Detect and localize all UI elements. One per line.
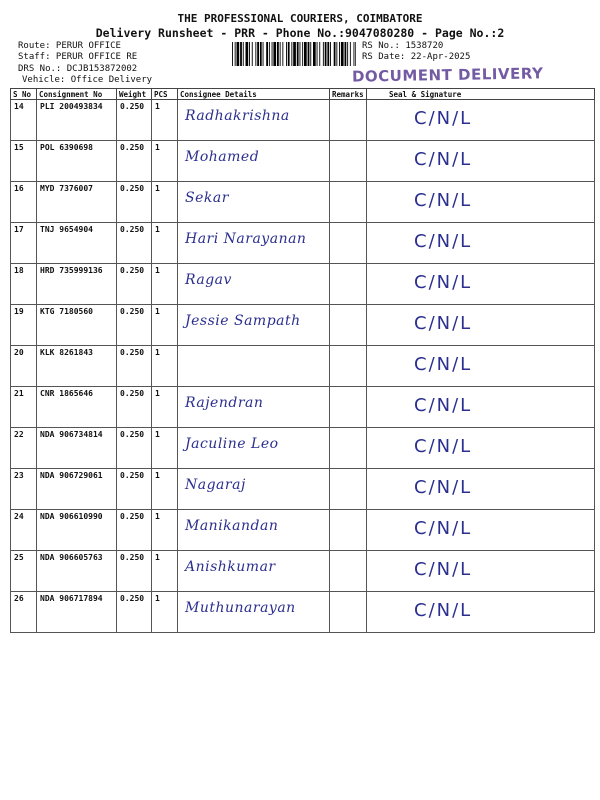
cell-remarks [330, 264, 367, 305]
cell-consignee [178, 428, 330, 469]
cell-remarks [330, 141, 367, 182]
cell-sno: 17 [11, 223, 37, 264]
cell-pcs: 1 [152, 305, 178, 346]
cell-sno: 20 [11, 346, 37, 387]
handwritten-consignee: Manikandan [185, 518, 279, 534]
col-header-remarks: Remarks [330, 89, 367, 100]
col-header-signature: Seal & Signature [367, 89, 595, 100]
cell-weight: 0.250 [117, 182, 152, 223]
handwritten-consignee: Sekar [185, 190, 229, 206]
company-title: THE PROFESSIONAL COURIERS, COIMBATORE [177, 12, 423, 25]
rs-date: RS Date: 22-Apr-2025 [362, 52, 471, 62]
handwritten-consignee: Jaculine Leo [185, 436, 279, 452]
handwritten-consignee: Mohamed [185, 149, 260, 165]
cell-pcs: 1 [152, 182, 178, 223]
cell-pcs: 1 [152, 428, 178, 469]
handwritten-consignee: Radhakrishna [185, 108, 290, 124]
handwritten-signature: C/N/L [414, 354, 473, 375]
cell-pcs: 1 [152, 100, 178, 141]
cell-consignee [178, 469, 330, 510]
table-row [11, 141, 595, 182]
cell-signature [367, 305, 595, 346]
cell-signature [367, 141, 595, 182]
handwritten-signature: C/N/L [414, 477, 473, 498]
cell-signature [367, 551, 595, 592]
cell-remarks [330, 223, 367, 264]
cell-consignment-no: PLI 200493834 [37, 100, 117, 141]
handwritten-consignee: Muthunarayan [185, 600, 296, 616]
cell-weight: 0.250 [117, 141, 152, 182]
cell-consignee [178, 264, 330, 305]
cell-sno: 26 [11, 592, 37, 633]
cell-consignment-no: TNJ 9654904 [37, 223, 117, 264]
cell-signature [367, 182, 595, 223]
cell-weight: 0.250 [117, 469, 152, 510]
handwritten-consignee: Anishkumar [185, 559, 276, 575]
cell-remarks [330, 592, 367, 633]
staff-label: Staff: PERUR OFFICE RE [18, 52, 138, 62]
cell-consignment-no: MYD 7376007 [37, 182, 117, 223]
cell-pcs: 1 [152, 551, 178, 592]
table-row [11, 551, 595, 592]
cell-consignee [178, 387, 330, 428]
cell-sno: 25 [11, 551, 37, 592]
cell-sno: 22 [11, 428, 37, 469]
cell-weight: 0.250 [117, 346, 152, 387]
cell-consignment-no: HRD 735999136 [37, 264, 117, 305]
cell-pcs: 1 [152, 469, 178, 510]
cell-consignment-no: CNR 1865646 [37, 387, 117, 428]
cell-consignment-no: NDA 906610990 [37, 510, 117, 551]
handwritten-consignee: Jessie Sampath [185, 313, 301, 329]
cell-weight: 0.250 [117, 510, 152, 551]
runsheet-subtitle: Delivery Runsheet - PRR - Phone No.:9047080280 - Page No.:2 [95, 26, 505, 40]
table-row [11, 346, 595, 387]
cell-remarks [330, 428, 367, 469]
col-header-consignment: Consignment No [37, 89, 117, 100]
cell-remarks [330, 387, 367, 428]
barcode-icon [232, 42, 356, 66]
table-row [11, 264, 595, 305]
cell-sno: 15 [11, 141, 37, 182]
cell-sno: 19 [11, 305, 37, 346]
route-label: Route: PERUR OFFICE [18, 41, 121, 51]
cell-weight: 0.250 [117, 264, 152, 305]
handwritten-signature: C/N/L [414, 231, 473, 252]
cell-weight: 0.250 [117, 305, 152, 346]
cell-weight: 0.250 [117, 592, 152, 633]
table-row [11, 387, 595, 428]
cell-pcs: 1 [152, 223, 178, 264]
cell-consignment-no: KLK 8261843 [37, 346, 117, 387]
cell-pcs: 1 [152, 387, 178, 428]
handwritten-signature: C/N/L [414, 272, 473, 293]
cell-consignment-no: KTG 7180560 [37, 305, 117, 346]
cell-sno: 14 [11, 100, 37, 141]
cell-signature [367, 264, 595, 305]
cell-pcs: 1 [152, 592, 178, 633]
cell-pcs: 1 [152, 346, 178, 387]
cell-consignee [178, 100, 330, 141]
cell-signature [367, 428, 595, 469]
handwritten-consignee: Nagaraj [185, 477, 246, 493]
handwritten-signature: C/N/L [414, 559, 473, 580]
handwritten-consignee: Ragav [185, 272, 232, 288]
col-header-weight: Weight [117, 89, 152, 100]
cell-consignee [178, 592, 330, 633]
cell-consignee [178, 346, 330, 387]
cell-sno: 16 [11, 182, 37, 223]
cell-signature [367, 469, 595, 510]
cell-pcs: 1 [152, 510, 178, 551]
vehicle-label: Vehicle: Office Delivery [22, 75, 153, 85]
cell-weight: 0.250 [117, 100, 152, 141]
document-delivery-stamp: DOCUMENT DELIVERY [351, 64, 544, 86]
table-row [11, 592, 595, 633]
cell-sno: 21 [11, 387, 37, 428]
cell-remarks [330, 551, 367, 592]
handwritten-signature: C/N/L [414, 600, 473, 621]
col-header-consignee: Consignee Details [178, 89, 330, 100]
handwritten-signature: C/N/L [414, 313, 473, 334]
cell-consignee [178, 141, 330, 182]
cell-sno: 23 [11, 469, 37, 510]
cell-signature [367, 592, 595, 633]
cell-remarks [330, 182, 367, 223]
col-header-pcs: PCS [152, 89, 178, 100]
cell-consignee [178, 510, 330, 551]
table-row [11, 469, 595, 510]
cell-remarks [330, 510, 367, 551]
handwritten-signature: C/N/L [414, 149, 473, 170]
cell-remarks [330, 469, 367, 510]
cell-weight: 0.250 [117, 387, 152, 428]
table-row [11, 182, 595, 223]
cell-remarks [330, 305, 367, 346]
handwritten-signature: C/N/L [414, 190, 473, 211]
cell-consignee [178, 551, 330, 592]
col-header-sno: S No [11, 89, 37, 100]
cell-pcs: 1 [152, 264, 178, 305]
handwritten-signature: C/N/L [414, 436, 473, 457]
rs-number: RS No.: 1538720 [362, 41, 444, 51]
cell-consignee [178, 223, 330, 264]
cell-weight: 0.250 [117, 428, 152, 469]
cell-signature [367, 510, 595, 551]
handwritten-signature: C/N/L [414, 108, 473, 129]
handwritten-signature: C/N/L [414, 518, 473, 539]
cell-weight: 0.250 [117, 223, 152, 264]
cell-pcs: 1 [152, 141, 178, 182]
table-header-row [11, 89, 595, 100]
cell-remarks [330, 100, 367, 141]
cell-signature [367, 387, 595, 428]
cell-sno: 24 [11, 510, 37, 551]
table-row [11, 510, 595, 551]
handwritten-signature: C/N/L [414, 395, 473, 416]
cell-consignment-no: POL 6390698 [37, 141, 117, 182]
handwritten-consignee: Hari Narayanan [185, 231, 307, 247]
cell-sno: 18 [11, 264, 37, 305]
cell-consignment-no: NDA 906734814 [37, 428, 117, 469]
table-row [11, 428, 595, 469]
handwritten-consignee: Rajendran [185, 395, 264, 411]
cell-consignment-no: NDA 906605763 [37, 551, 117, 592]
cell-consignee [178, 305, 330, 346]
cell-consignment-no: NDA 906729061 [37, 469, 117, 510]
cell-consignment-no: NDA 906717894 [37, 592, 117, 633]
cell-signature [367, 346, 595, 387]
cell-signature [367, 223, 595, 264]
cell-consignee [178, 182, 330, 223]
table-row [11, 305, 595, 346]
cell-signature [367, 100, 595, 141]
cell-weight: 0.250 [117, 551, 152, 592]
cell-remarks [330, 346, 367, 387]
drs-label: DRS No.: DCJB153872002 [18, 64, 138, 74]
table-row [11, 223, 595, 264]
runsheet-table [10, 88, 595, 633]
table-row [11, 100, 595, 141]
